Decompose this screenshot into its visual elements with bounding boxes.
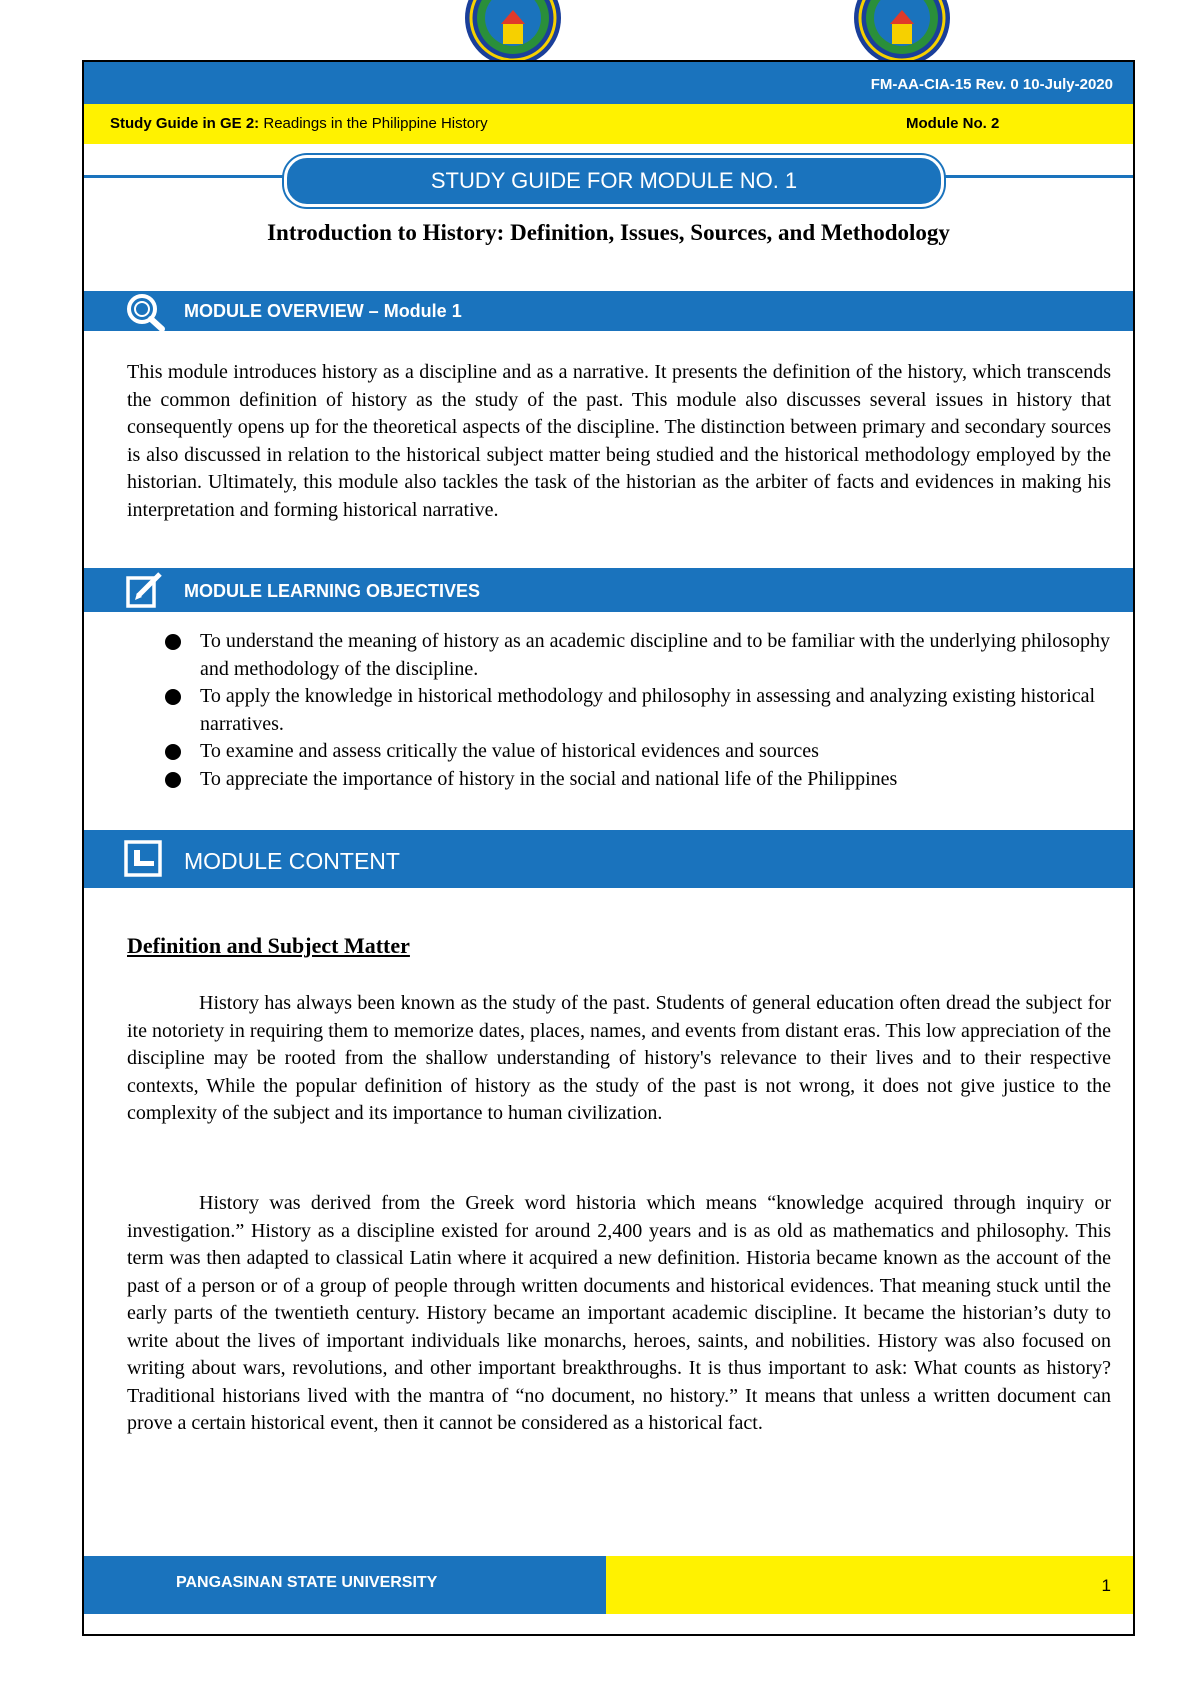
university-seal-left [461, 0, 565, 66]
footer-university-bar [84, 1556, 606, 1614]
title-pill-text: STUDY GUIDE FOR MODULE NO. 1 [430, 168, 798, 193]
study-guide-bar [84, 104, 1133, 144]
university-seal-right [850, 0, 954, 66]
edit-pencil-icon [124, 572, 168, 610]
module-number: Module No. 2 [906, 115, 1000, 132]
objective-text: To appreciate the importance of history in the social and national life of the Philippines [200, 767, 898, 790]
objectives-list [165, 628, 1111, 793]
objective-text: To examine and assess critically the value of historical evidences and sources [200, 740, 819, 762]
content-paragraph-2: History was derived from the Greek word historia which means “knowledge acquired through inquiry or investigation.” History as a discipline existed for around 2,400 years and is as old as mathematics and philosophy. This term was then adapted to classical Latin where it acquired a new definition. Historia became known as the account of the past of a person or of a group of people through written documents and historical evidences. That meaning stuck until the early parts of the twentieth century. History became an important academic discipline. It became the historian’s duty to write about the lives of important individuals like monarchs, heroes, saints, and nobilities. History was also focused on writing about wars, revolutions, and other important breakthroughs. It is thus important to ask: What counts as history? Traditional historians lived with the mantra of “no document, no history.” It means that unless a written document can prove a certain historical event, then it cannot be considered as a historical fact. [127, 1192, 1111, 1434]
objective-item [165, 738, 1111, 766]
footer-university: PANGASINAN STATE UNIVERSITY [176, 1574, 438, 1591]
bullet-icon [165, 634, 181, 650]
objectives-section-bar [84, 568, 1133, 612]
footer-page-bar [606, 1556, 1133, 1614]
header-bar [84, 62, 1133, 104]
document-icon [124, 840, 164, 878]
objective-item [165, 628, 1111, 683]
overview-section-bar [84, 291, 1133, 331]
overview-text: This module introduces history as a discipline and as a narrative. It presents the definition of the history, which transcends the common definition of history as the study of the past. This module also discusses several issues in history that consequently opens up for the theoretical aspects of the discipline. The distinction between primary and secondary sources is also discussed in relation to the historical subject matter being studied and the historical methodology employed by the historian. Ultimately, this module also tackles the task of the historian as the arbiter of facts and evidences in making his interpretation and forming historical narrative. [127, 361, 1111, 521]
objective-text: To apply the knowledge in historical methodology and philosophy in assessing and analyzing existing historical narratives. [200, 685, 1096, 735]
title-pill [284, 155, 944, 207]
objective-item [165, 766, 1111, 794]
bullet-icon [165, 772, 181, 788]
study-guide-label [110, 115, 488, 132]
magnifier-icon [124, 293, 170, 331]
objective-text: To understand the meaning of history as an academic discipline and to be familiar with the underlying philosophy and methodology of the discipline. [200, 630, 1111, 680]
objective-item [165, 683, 1111, 738]
study-guide-course: Readings in the Philippine History [259, 115, 488, 132]
overview-heading: MODULE OVERVIEW – Module 1 [184, 301, 462, 321]
objectives-heading: MODULE LEARNING OBJECTIVES [184, 581, 481, 601]
study-guide-prefix: Study Guide in GE 2: [110, 115, 260, 132]
form-code: FM-AA-CIA-15 Rev. 0 10-July-2020 [870, 76, 1113, 93]
page-title: Introduction to History: Definition, Issues, Sources, and Methodology [267, 220, 950, 245]
section-subheading: Definition and Subject Matter [127, 933, 410, 958]
content-paragraph-1: History has always been known as the study of the past. Students of general education often dread the subject for ite notoriety in requiring them to memorize dates, places, names, and events from distant eras. This low appreciation of the discipline may be rooted from the shallow understanding of history's relevance to their lives and to their respective contexts, While the popular definition of history as the study of the past is not wrong, it does not give justice to the complexity of the subject and its importance to human civilization. [127, 992, 1111, 1124]
page-number: 1 [1101, 1576, 1111, 1595]
content-heading: MODULE CONTENT [184, 848, 400, 874]
bullet-icon [165, 744, 181, 760]
content-section-bar [84, 830, 1133, 888]
bullet-icon [165, 689, 181, 705]
